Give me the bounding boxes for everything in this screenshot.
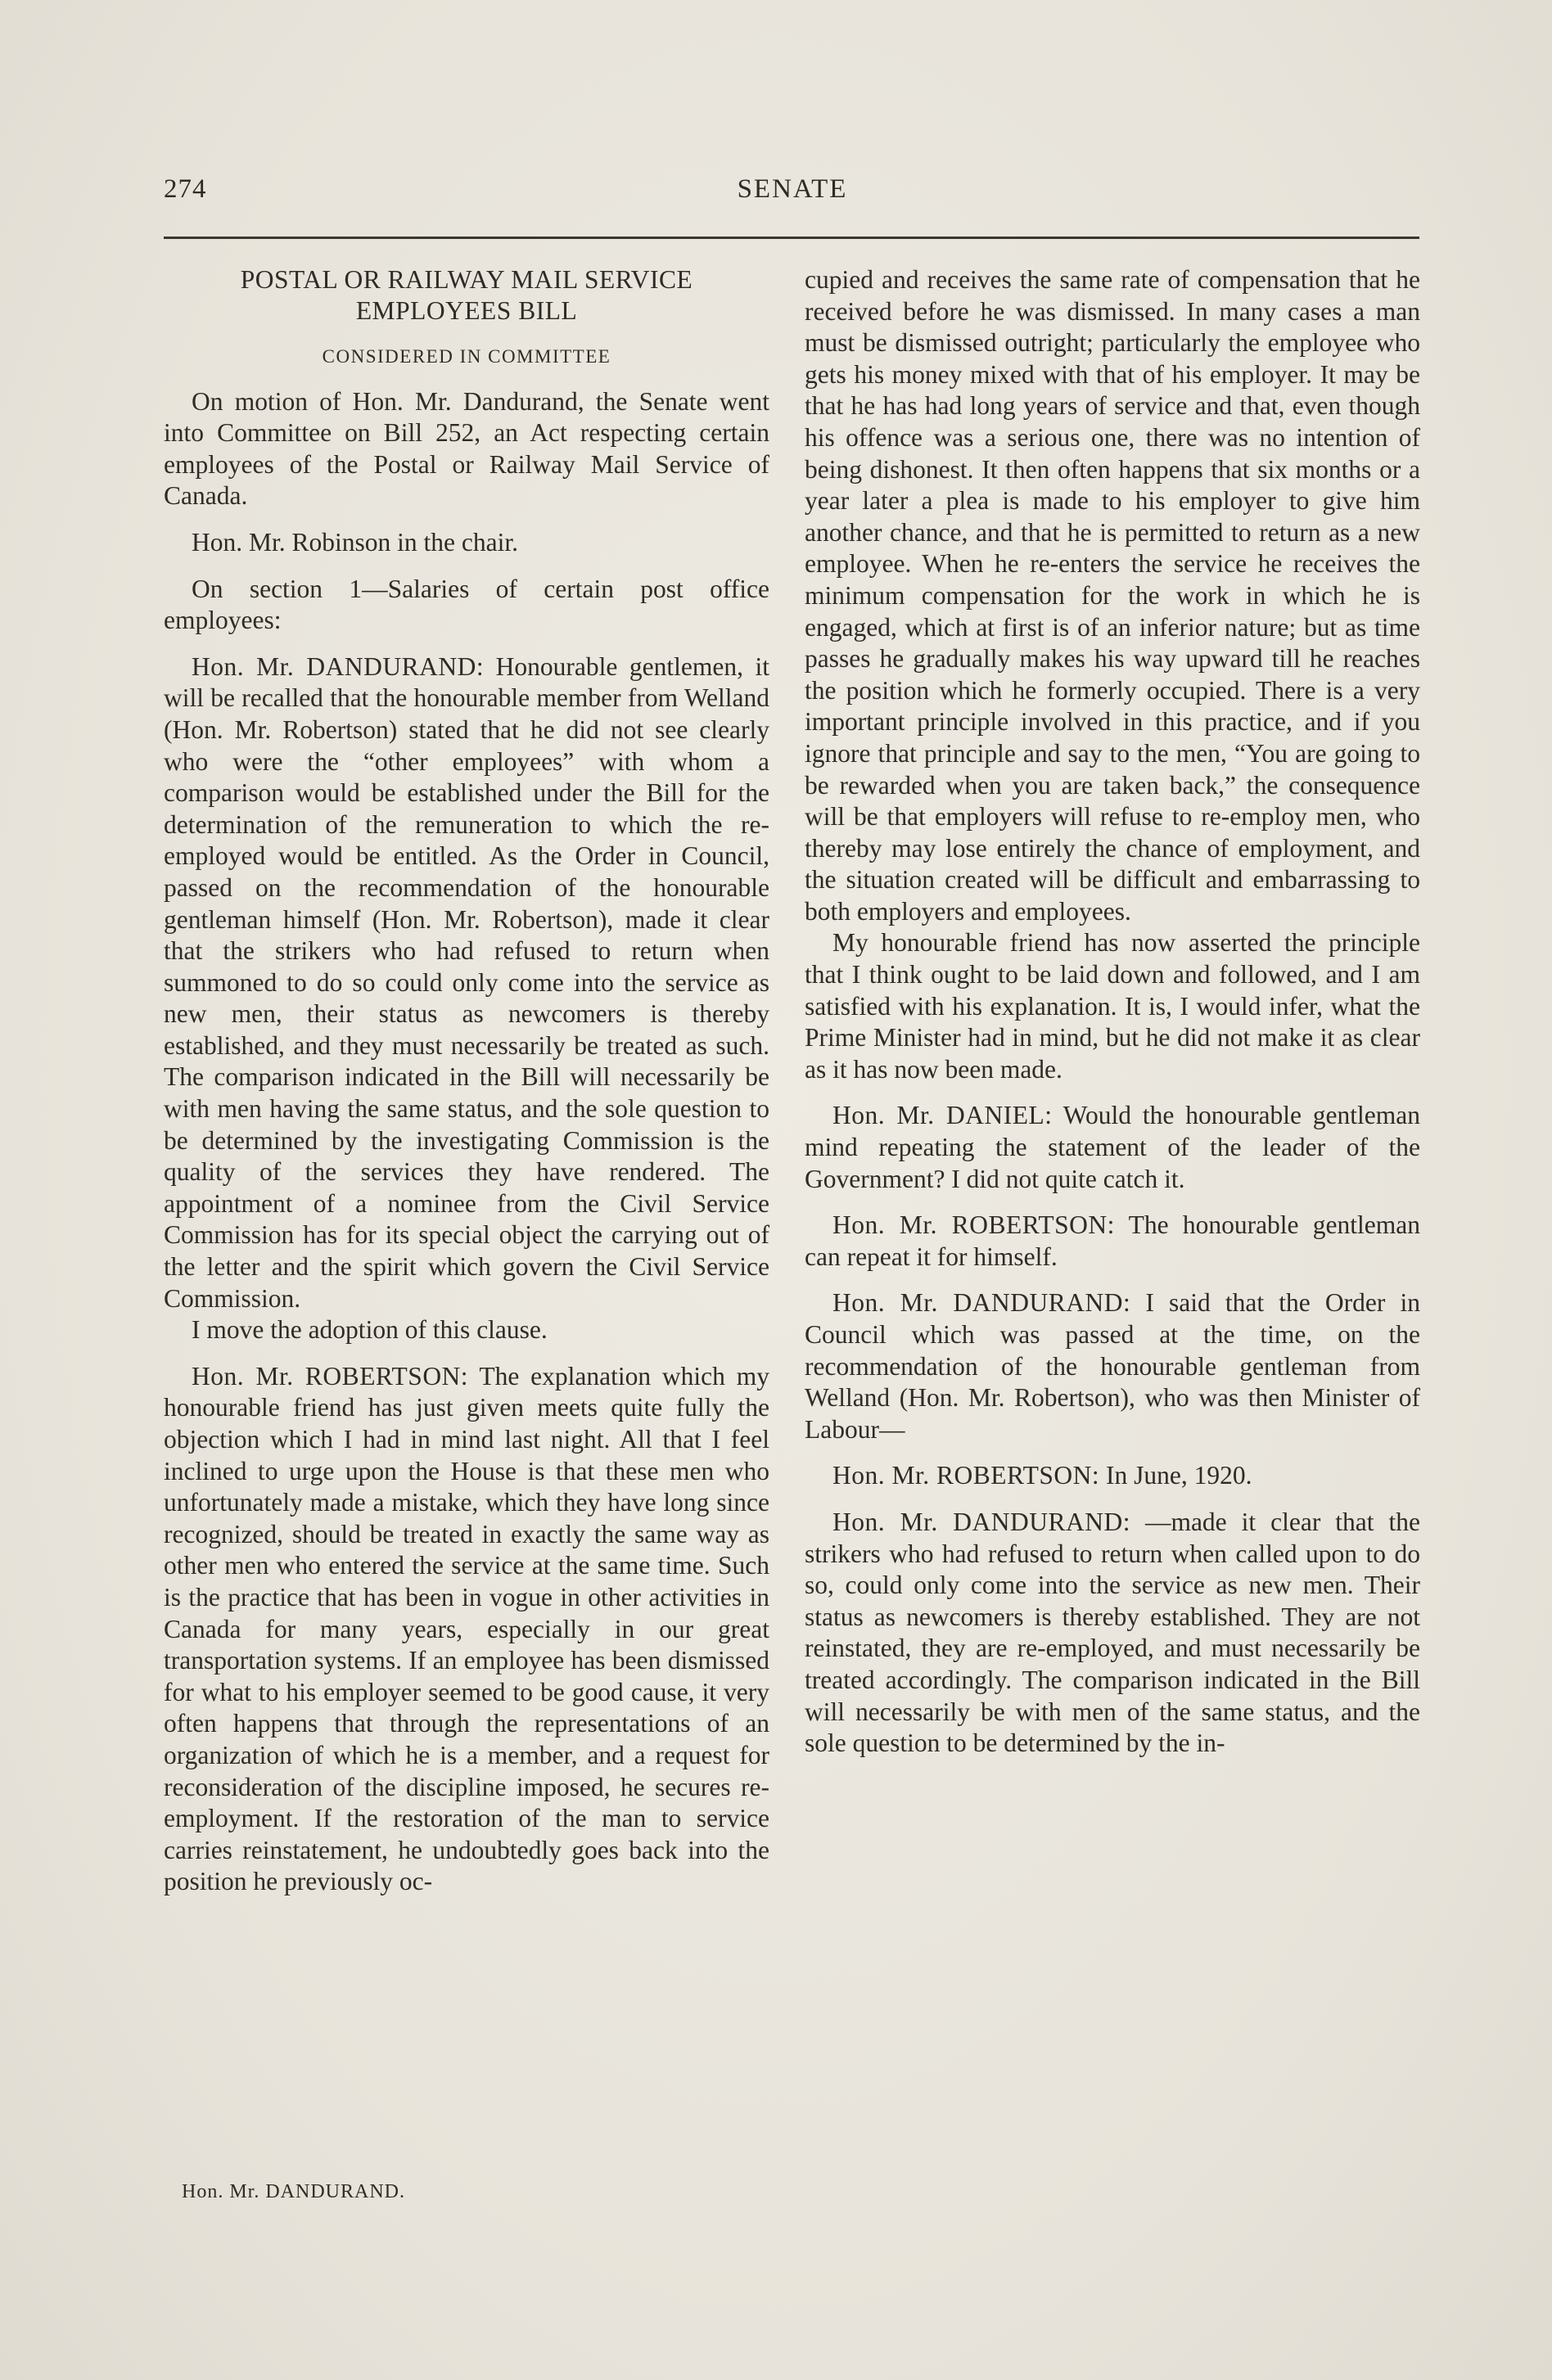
paragraph: My honourable friend has now asserted the principle that I think ought to be laid down and followed, and I am satisfied with his explanation. It is, I would infer, what the Prime Minister had in mind, but he did not make it as clear as it has now been made. [805, 928, 1420, 1084]
header-rule [164, 237, 1419, 239]
speech-paragraph [805, 1210, 1420, 1273]
right-column [805, 264, 1420, 1760]
speech-text: Would the honourable gentleman mind repeating the statement of the leader of the Government? I did not quite catch it. [805, 1101, 1421, 1193]
footer-speaker-name: Hon. Mr. DANDURAND. [182, 2181, 406, 2202]
paragraph: I move the adoption of this clause. [192, 1315, 548, 1345]
page-header [164, 174, 1421, 223]
speech-text: Honourable gentlemen, it will be recalled that the honourable member from Welland (Hon. Mr. Robertson) stated that he did not see clearly who were the “other employees” with whom a comparison would be established under the Bill for the determination of the remuneration to which the re-employed would be entitled. As the Order in Council, passed on the recommendation of the honourable gentleman himself (Hon. Mr. Robertson), made it clear that the strikers who had refused to return when summoned to do so could only come into the service as new men, their status as newcomers is thereby established, and they must necessarily be treated as such. The comparison indicated in the Bill will necessarily be with men having the same status, and the sole question to be determined by the investigating Commission is the quality of the services they have rendered. The appointment of a nominee from the Civil Service Commission has for its special object the carrying out of the letter and the spirit which govern the Civil Service Commission. [164, 651, 769, 1313]
speech-paragraph [164, 1361, 769, 1898]
speaker-name: Hon. Mr. ROBERTSON: [832, 1461, 1100, 1490]
speech-text: The explanation which my honourable friend has just given meets quite fully the objection which I had in mind last night. All that I feel inclined to urge upon the House is that these men who unfortunately made a mistake, which they have long since recognized, should be treated in exactly the same way as other men who entered the service at the same time. Such is the practice that has been in vogue in other activities in Canada for many years, especially in our great transportation systems. If an employee has been dismissed for what to his employer seemed to be good cause, it very often happens that through the representations of an organization of which he is a member, and a request for reconsideration of the discipline imposed, he secures re-employment. If the restoration of the man to service carries reinstatement, he undoubtedly goes back into the position he previously oc- [164, 1361, 769, 1896]
speech-text: The honourable gentleman can repeat it for himself. [805, 1210, 1420, 1271]
speech-paragraph [805, 1460, 1420, 1492]
speaker-name: Hon. Mr. DANDURAND: [832, 1288, 1131, 1318]
paragraph: On section 1—Salaries of certain post office employees: [164, 574, 769, 635]
left-column [164, 264, 769, 1898]
paragraph: Hon. Mr. Robinson in the chair. [192, 527, 518, 557]
speaker-name: Hon. Mr. ROBERTSON: [832, 1210, 1115, 1240]
speech-paragraph [805, 1507, 1420, 1760]
speech-text: I said that the Order in Council which was passed at the time, on the recommendation of the honourable gentleman from Welland (Hon. Mr. Robertson), who was then Minister of Labour— [805, 1288, 1420, 1444]
speech-paragraph [805, 1287, 1420, 1445]
speech-paragraph [164, 651, 769, 1314]
page-number: 274 [164, 174, 207, 204]
section-title-line2: EMPLOYEES BILL [355, 296, 578, 325]
speaker-name: Hon. Mr. DANIEL: [832, 1101, 1053, 1130]
speaker-name: Hon. Mr. ROBERTSON: [192, 1361, 469, 1391]
section-subtitle: CONSIDERED IN COMMITTEE [322, 346, 611, 367]
speech-paragraph [805, 1100, 1420, 1195]
speech-text: In June, 1920. [1099, 1461, 1252, 1490]
section-title [164, 264, 769, 327]
speaker-name: Hon. Mr. DANDURAND: [832, 1507, 1130, 1536]
running-head: SENATE [737, 174, 848, 204]
paragraph: cupied and receives the same rate of compensation that he received before he was dismissed. In many cases a man must be dismissed outright; particularly the employee who gets his money mixed with that of his employer. It may be that he has had long years of service and that, even though his offence was a serious one, there was no intention of being dishonest. It then often happens that six months or a year later a plea is made to his employer to give him another chance, and that he is permitted to return as a new employee. When he re-enters the service he receives the minimum compensation for the work in which he is engaged, which at first is of an inferior nature; but as time passes he gradually makes his way upward till he reaches the position which he formerly occupied. There is a very important principle involved in this practice, and if you ignore that principle and say to the men, “You are going to be rewarded when you are taken back,” the consequence will be that employers will refuse to re-employ men, who thereby may lose entirely the chance of employment, and the situation created will be difficult and embarrassing to both employers and employees. [805, 265, 1420, 926]
speaker-name: Hon. Mr. DANDURAND: [192, 651, 485, 681]
paragraph: On motion of Hon. Mr. Dandurand, the Senate went into Committee on Bill 252, an Act respecting certain employees of the Postal or Railway Mail Service of Canada. [164, 386, 769, 511]
speech-text: —made it clear that the strikers who had refused to return when called upon to do so, could only come into the service as new men. Their status as newcomers is thereby established. They are not reinstated, they are re-employed, and must necessarily be treated accordingly. The comparison indicated in the Bill will necessarily be with men of the same status, and the sole question to be determined by the in- [805, 1507, 1420, 1758]
section-title-line1: POSTAL OR RAILWAY MAIL SERVICE [240, 265, 693, 294]
